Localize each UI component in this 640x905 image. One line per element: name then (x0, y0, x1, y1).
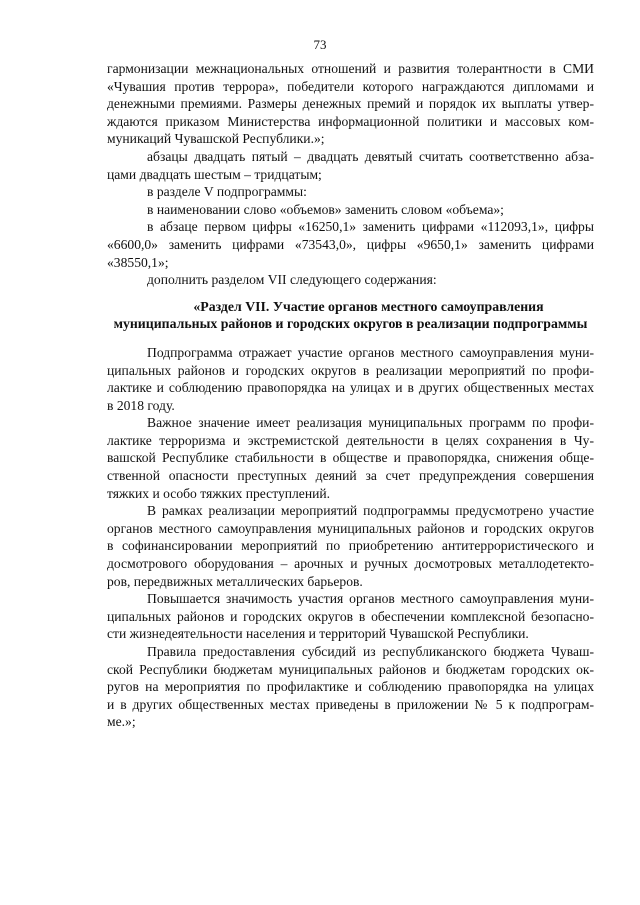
paragraph (107, 60, 594, 148)
paragraph (107, 590, 594, 643)
text-line: ственной опасности преступных деяний за счет предупреждения совершения (107, 468, 594, 484)
text-line: ждаются приказом Министерства информационной политики и массовых ком- (107, 113, 594, 129)
section-heading (107, 298, 594, 333)
text-line: Важное значение имеет реализация муниципальных программ по профи- (147, 415, 594, 431)
text-line: тяжких и особо тяжких преступлений. (107, 485, 331, 501)
text-line: Правила предоставления субсидий из республиканского бюджета Чуваш- (147, 644, 594, 659)
text-line: органов местного самоуправления муниципальных районов и городских округов (107, 520, 594, 536)
text-line: Подпрограмма отражает участие органов местного самоуправления муни- (147, 344, 594, 360)
text-line: ругов на мероприятия по профилактике и соблюдению правопорядка на улицах (107, 679, 594, 695)
paragraph (107, 148, 594, 183)
document-body (107, 60, 594, 731)
text-line: «6600,0» заменить цифрами «73543,0», цифры «9650,1» заменить цифрами (107, 236, 594, 252)
text-line: дополнить разделом VII следующего содержания: (147, 272, 437, 288)
text-line: ров, передвижных металлических барьеров. (107, 573, 363, 589)
text-line: «Чувашия против террора», победители которого награждаются дипломами и (107, 78, 594, 94)
text-line: муникаций Чувашской Республики.»; (107, 131, 325, 147)
text-line: гармонизации межнациональных отношений и развития толерантности в СМИ (107, 61, 594, 76)
paragraph (107, 201, 594, 219)
text-line: Повышается значимость участия органов местного самоуправления муни- (147, 591, 594, 607)
paragraph (107, 218, 594, 271)
text-line: денежными премиями. Размеры денежных премий и порядок их выплаты утвер- (107, 96, 594, 112)
text-line: в разделе V подпрограммы: (147, 184, 307, 200)
text-line: В рамках реализации мероприятий подпрограммы предусмотрено участие (147, 503, 594, 519)
text-line: досмотрового оборудования – арочных и ручных досмотровых металлодетекто- (107, 556, 594, 572)
paragraph (107, 271, 594, 289)
heading-line: «Раздел VII. Участие органов местного самоуправления (193, 298, 544, 314)
paragraph (107, 643, 594, 731)
paragraph (107, 502, 594, 590)
text-line: «38550,1»; (107, 254, 169, 270)
text-line: ской Республики бюджетам муниципальных районов и бюджетам городских ок- (107, 661, 594, 677)
text-line: в абзаце первом цифры «16250,1» заменить цифрами «112093,1», цифры (147, 219, 594, 235)
paragraph (107, 344, 594, 414)
text-line: абзацы двадцать пятый – двадцать девятый считать соответственно абза- (147, 148, 594, 164)
text-line: лактике и соблюдению правопорядка на улицах и в других общественных местах (107, 380, 594, 396)
text-line: вашской Республике стабильности в обществе и правопорядка, снижения обще- (107, 450, 594, 466)
text-line: и в других общественных местах приведены в приложении № 5 к подпрограм- (107, 696, 594, 712)
text-line: в софинансировании мероприятий по приобретению антитеррористического и (107, 538, 594, 554)
page-number: 73 (313, 37, 327, 52)
paragraph (107, 414, 594, 502)
text-line: сти жизнедеятельности населения и территорий Чувашской Республики. (107, 626, 529, 642)
text-line: ме.»; (107, 714, 136, 730)
text-line: ципальных районов и городских округов в обеспечении комплексной безопасно- (107, 608, 594, 624)
text-line: лактике терроризма и экстремистской деятельности в целях сохранения в Чу- (107, 432, 594, 448)
text-line: цами двадцать шестым – тридцатым; (107, 166, 322, 182)
paragraph (107, 183, 594, 201)
heading-line: муниципальных районов и городских округов в реализации подпрограммы (113, 316, 588, 332)
text-line: в наименовании слово «объемов» заменить словом «объема»; (147, 201, 504, 217)
text-line: ципальных районов и городских округов в реализации мероприятий по профи- (107, 362, 594, 378)
text-line: в 2018 году. (107, 397, 175, 413)
